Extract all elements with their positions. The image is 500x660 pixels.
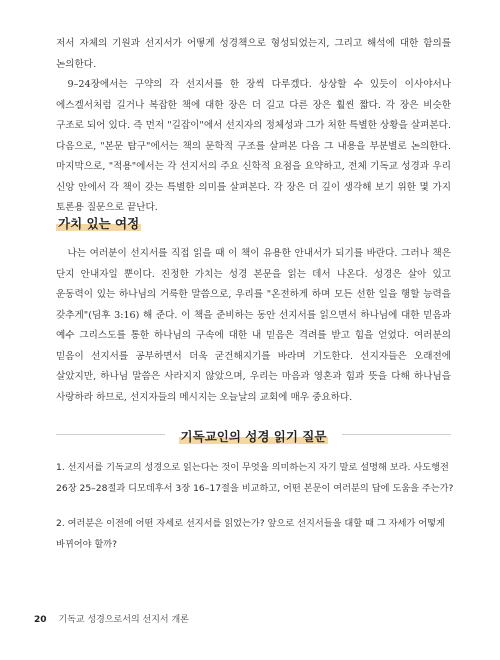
question-item-1: 1. 선지서를 기독교의 성경으로 읽는다는 것이 무엇을 의미하는지 자기 말로 설명해 보라. 사도행전 26장 25–28절과 디모데후서 3장 16–17절을 비교하고, 어떤 본문이 여러분의 답에 도움을 주는가? [56,462,454,494]
section-heading [56,214,451,232]
section-heading-text: 가치 있는 여정 [58,216,140,231]
running-title: 기독교 성경으로서의 선지서 개론 [58,615,189,625]
page-footer [34,612,189,625]
section-body: 나는 여러분이 선지서를 직접 읽을 때 이 책이 유용한 안내서가 되기를 바란다. 그러나 책은 단지 안내자일 뿐이다. 진정한 가치는 성경 본문을 읽는 데서 나온다. 성경은 살아 있고 운동력이 있는 하나님의 거룩한 말씀으로, 우리를 "온전하게 하며 모든 선한 일을 행할 능력을 갖추게"(딤후 3:16) 해 준다. 이 책을 준비하는 동안 선지서를 읽으면서 하나님에 대한 믿음과 예수 그리스도를 통한 하나님의 구속에 대한 내 믿음은 격려를 받고 힘을 얻었다. 여러분의 믿음이 선지서를 공부하면서 더욱 굳건해지기를 바라며 기도한다. 선지자들은 오래전에 살았지만, 하나님 말씀은 사라지지 않았으며, 우리는 마음과 영혼과 힘과 뜻을 다해 하나님을 사랑하라 하므로, 선지자들의 메시지는 오늘날의 교회에 매우 중요하다. [56,248,451,403]
question-item-2: 2. 여러분은 이전에 어떤 자세로 선지서를 읽었는가? 앞으로 선지서들을 대할 때 그 자세가 어떻게 바뀌어야 할까? [56,518,445,550]
intro-paragraph-2: 9–24장에서는 구약의 각 선지서를 한 장씩 다루겠다. 상상할 수 있듯이 이사야서나 에스겔서처럼 길거나 복잡한 책에 대한 장은 더 길고 다른 장은 훨씬 짧다. 각 장은 비슷한 구조로 되어 있다. 즉 먼저 "길잡이"에서 선지자의 정체성과 그가 처한 특별한 상황을 살펴본다. 다음으로, "본문 탐구"에서는 책의 문학적 구조를 살펴본 다음 그 내용을 부분별로 논의한다. 마지막으로, "적용"에서는 각 선지서의 주요 신학적 요점을 요약하고, 전체 기독교 성경과 우리 신앙 안에서 각 책이 갖는 특별한 의미를 살펴본다. 각 장은 더 깊이 생각해 보기 위한 몇 가지 토론용 질문으로 끝난다. [56,79,451,213]
intro-paragraph-1: 저서 자체의 기원과 선지서가 어떻게 성경책으로 형성되었는지, 그리고 해석에 대한 함의를 논의한다. [56,38,451,70]
page-number: 20 [34,615,47,625]
question-box-title [56,427,451,445]
question-box-title-text: 기독교인의 성경 읽기 질문 [180,429,327,444]
